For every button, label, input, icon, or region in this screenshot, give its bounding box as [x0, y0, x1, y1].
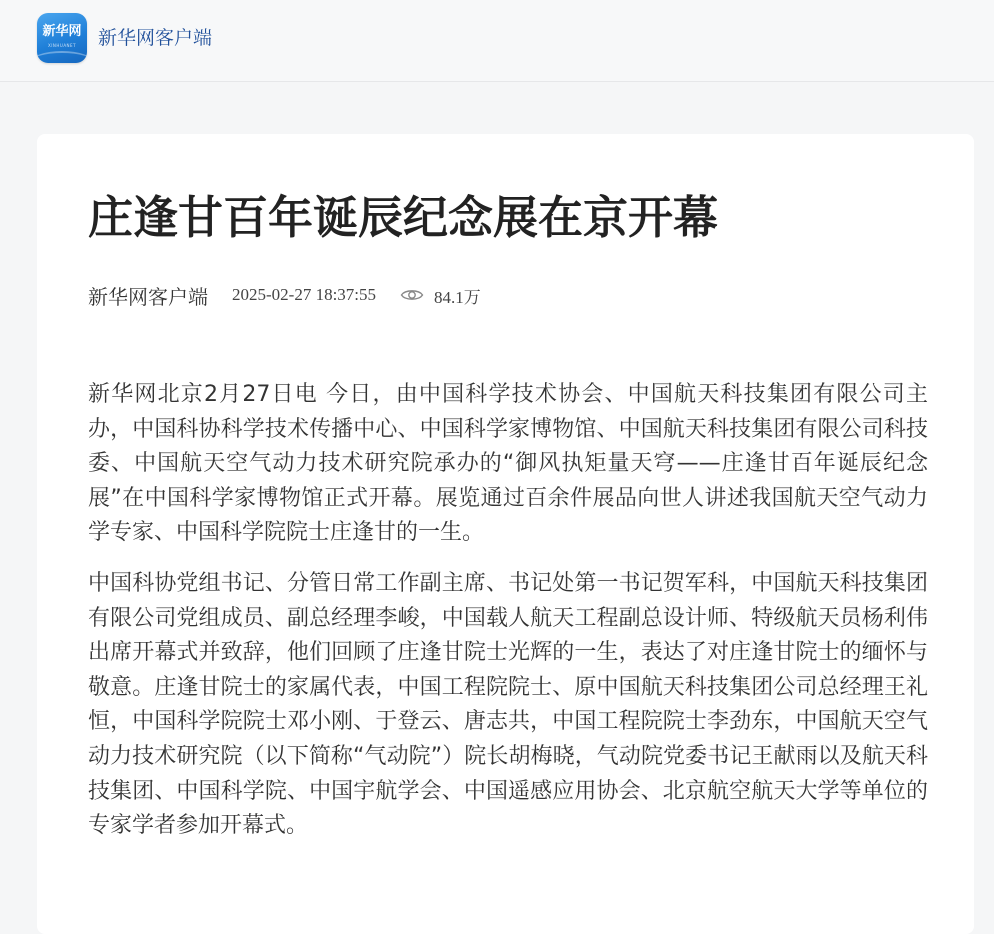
article-body: [88, 378, 928, 860]
top-bar: [0, 0, 994, 82]
article-meta: [88, 282, 481, 308]
logo-swoosh: [37, 51, 87, 63]
article-paragraph: 新华网北京2月27日电 今日，由中国科学技术协会、中国航天科技集团有限公司主办，中国科协科学技术传播中心、中国科学家博物馆、中国航天科技集团有限公司科技委、中国航天空气动力技术研究院承办的“御风执矩量天穹——庄逢甘百年诞辰纪念展”在中国科学家博物馆正式开幕。展览通过百余件展品向世人讲述我国航天空气动力学专家、中国科学院院士庄逢甘的一生。: [88, 382, 928, 546]
app-name[interactable]: 新华网客户端: [98, 27, 213, 49]
xinhuanet-logo[interactable]: [37, 13, 87, 63]
eye-icon: [400, 287, 424, 303]
view-count: 84.1万: [434, 287, 481, 307]
article-card: [37, 134, 974, 934]
article-paragraph: 中国科协党组书记、分管日常工作副主席、书记处第一书记贺军科，中国航天科技集团有限公司党组成员、副总经理李峻，中国载人航天工程副总设计师、特级航天员杨利伟出席开幕式并致辞，他们回顾了庄逢甘院士光辉的一生，表达了对庄逢甘院士的缅怀与敬意。庄逢甘院士的家属代表，中国工程院院士、原中国航天科技集团公司总经理王礼恒，中国科学院院士邓小刚、于登云、唐志共，中国工程院院士李劲东，中国航天空气动力技术研究院（以下简称“气动院”）院长胡梅晓，气动院党委书记王献雨以及航天科技集团、中国科学院、中国宇航学会、中国遥感应用协会、北京航空航天大学等单位的专家学者参加开幕式。: [88, 570, 928, 839]
logo-text: 新华网: [42, 24, 82, 39]
article-title: 庄逢甘百年诞辰纪念展在京开幕: [88, 191, 719, 244]
logo-subtext: XINHUANET: [47, 43, 77, 48]
article-source[interactable]: 新华网客户端: [88, 284, 208, 309]
publish-time: 2025-02-27 18:37:55: [232, 285, 377, 304]
